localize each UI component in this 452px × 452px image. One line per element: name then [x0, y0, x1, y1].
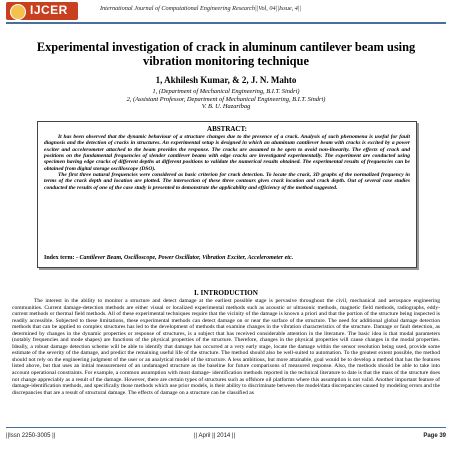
abstract-heading: ABSTRACT: — [207, 125, 247, 133]
abstract-paragraph: The first three natural frequencies were considered as basic criterion for crack detection. To locate the crack, 3D graphs of the normalized frequency in terms of the crack depth and location are plotted. The intersection of these three contours gives crack location and crack depth. Out of several case studies conducted the results of one of the case study is presented to demonstrate the applicability and efficiency of the method suggested. — [44, 172, 410, 191]
paper-title: Experimental investigation of crack in aluminum cantilever beam using vibration monitoring technique — [36, 40, 416, 68]
footer-page-number: Page 39 — [423, 433, 446, 439]
abstract-box — [37, 121, 417, 268]
body-paragraph: The interest in the ability to monitor a structure and detect damage at the earliest possible stage is pervasive throughout the civil, mechanical and aerospace engineering communities. Current damage-detection methods are either visual or localized experimental methods such as acoustic or ultrasonic methods, magnetic field methods, radiographs, eddy-current methods or thermal field methods. All of these experimental techniques require that the vicinity of the damage is known a priori and that the portion of the structure being inspected is readily accessible. Subjected to these limitations, these experimental methods can detect damage on or near the surface of the structure. The need for additional global damage detection methods that can be applied to complex structures has led to the development of methods that examine changes in the vibration characteristics of the structure. Damage or fault detection, as determined by changes in the dynamic properties or response of structures, is a subject that has received considerable attention in the literature. The basic idea is that modal parameters (notably frequencies and mode shapes) are functions of the physical properties of the structure. Therefore, changes in the physical properties will cause changes in the modal properties. Ideally, a robust damage detection scheme will be able to identify that damage has occurred at a very early stage, locate the damage within the sensor resolution being used, provide some estimate of the severity of the damage, and predict the remaining useful life of the structure. The method should also be well-suited to automation. To the greatest extent possible, the method should not rely on the engineering judgment of the user or an analytical model of the structure. A less ambitious, but more attainable, goal would be to develop a method that has the features listed above, but that uses an initial measurement of an undamaged structure as the baseline for future comparisons of measured response. Also, the methods should be able to take into account operational constraints. For example, a common assumption with most damage- identification methods reported in the technical literature to date is that the mass of the structure does not change appreciably as a result of the damage. However, there are certain types of structures such as offshore oil platforms where this assumption is not valid. Another important feature of damage-identification methods, and specifically those methods which use prior models, is their ability to discriminate between the model/data discrepancies caused by modeling errors and the discrepancies that are a result of structural damage. The effects of damage on a structure can be classified as — [12, 298, 440, 396]
header-rule — [6, 22, 446, 24]
affiliation-1: 1, (Department of Mechanical Engineering, B.I.T. Sindri) — [152, 88, 300, 95]
affiliation-2: 2, (Assistant Professor, Department of Mechanical Engineering, B.I.T. Sindri) — [126, 95, 326, 103]
journal-citation: International Journal of Computational Engineering Research||Vol, 04||Issue, 4|| — [100, 5, 302, 12]
section-heading: I. INTRODUCTION — [194, 289, 258, 297]
authors: 1, Akhilesh Kumar, & 2, J. N. Mahto — [155, 75, 297, 85]
logo-text: IJCER — [30, 3, 68, 17]
footer-issn: ||Issn 2250-3005 || — [6, 433, 56, 439]
index-terms — [44, 255, 410, 261]
journal-header — [0, 0, 452, 22]
affiliation-3: V. B. U. Hazaribag — [201, 103, 251, 110]
index-terms-label: Index term: - — [44, 255, 78, 261]
footer-rule — [6, 427, 446, 428]
globe-icon — [10, 4, 26, 20]
journal-logo — [6, 2, 78, 20]
abstract-paragraph: It has been observed that the dynamic behaviour of a structure changes due to the presence of a crack. Analysis of such phenomena is useful for fault diagnosis and the detection of cracks in structures. An experimental setup is designed in which an aluminum cantilever beam with cracks is excited by a power exciter and accelerometer attached to the beam provides the response. The cracks are assumed to be open to avoid non-linearity. The effects of crack and positions on the fundamental frequencies of slender cantilever beams with edge cracks are investigated experimentally. The experiment are conducted using specimen having edge cracks of different depths at different positions to validate the numerical results obtained. The experimental results of frequencies can be obtained from digital storage oscilloscope (DSO). — [44, 134, 410, 172]
introduction-body — [12, 298, 440, 424]
index-terms-list: Cantilever Beam, Oscilloscope, Power Oscillator, Vibration Exciter, Accelerometer etc. — [79, 255, 294, 261]
footer-date: || April || 2014 || — [194, 433, 236, 439]
page-footer — [6, 431, 446, 445]
abstract-body — [44, 134, 410, 191]
